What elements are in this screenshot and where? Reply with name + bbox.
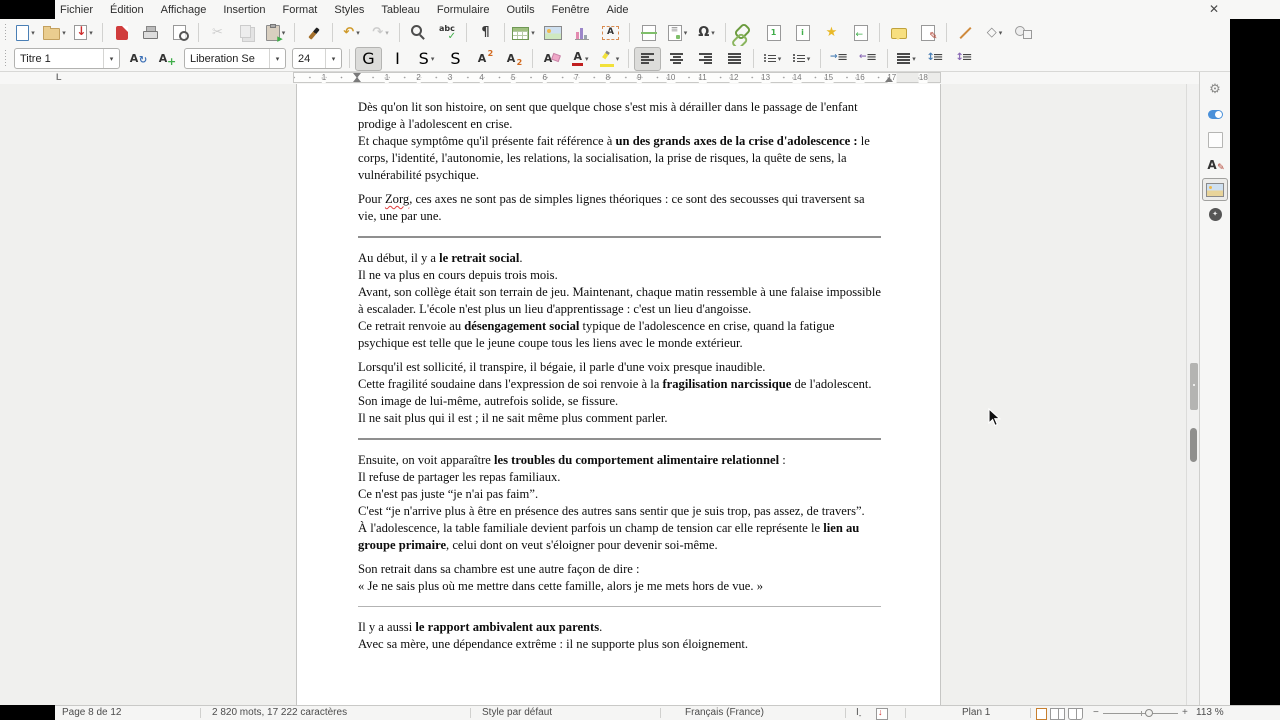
- font-size-combobox[interactable]: [292, 48, 342, 69]
- paragraph-style-value: Titre 1: [20, 52, 51, 65]
- indent-marker-left[interactable]: [353, 73, 361, 82]
- insert-special-character-icon: Ω: [698, 25, 710, 40]
- zoom-out-icon[interactable]: −: [1093, 707, 1099, 718]
- basic-shapes-button[interactable]: [981, 21, 1008, 45]
- menu-item-fenetre[interactable]: Fenêtre: [551, 3, 590, 16]
- chevron-down-icon[interactable]: ▾: [683, 29, 688, 37]
- toolbar-separator: [294, 23, 295, 42]
- font-name-value: Liberation Se: [190, 52, 255, 65]
- page-style-status[interactable]: Style par défaut: [482, 707, 553, 718]
- increase-indent-icon: [831, 53, 848, 65]
- insert-bookmark-button[interactable]: [818, 21, 845, 45]
- text-run: de l'adolescent.: [791, 377, 872, 391]
- document-area: [0, 84, 1199, 705]
- chevron-down-icon[interactable]: ▾: [89, 29, 93, 37]
- misspelled-word: Zorg: [384, 192, 410, 206]
- toolbar-separator: [532, 49, 533, 68]
- properties-deck-icon: [1208, 110, 1223, 119]
- chevron-down-icon[interactable]: ▾: [711, 29, 715, 37]
- insert-cross-reference-button[interactable]: [847, 21, 874, 45]
- open-file-button[interactable]: [41, 21, 68, 45]
- chevron-down-icon[interactable]: ▾: [806, 55, 811, 63]
- new-document-button[interactable]: [12, 21, 39, 45]
- menu-item-aide[interactable]: Aide: [606, 3, 629, 16]
- toolbar-separator: [628, 49, 629, 68]
- undo-icon: ↶: [343, 25, 355, 40]
- insert-line-button[interactable]: [952, 21, 979, 45]
- open-file-icon: [43, 28, 60, 40]
- insert-table-icon: [512, 27, 529, 40]
- export-pdf-button[interactable]: [108, 21, 135, 45]
- horizontal-rule: [358, 236, 881, 238]
- toolbar-separator: [946, 23, 947, 42]
- track-changes-button[interactable]: [914, 21, 941, 45]
- text-run: Son retrait dans sa chambre est une autre façon de dire :: [358, 562, 640, 576]
- formatting-toolbar: [0, 46, 1230, 72]
- menu-item-formulaire[interactable]: Formulaire: [436, 3, 490, 16]
- insert-endnote-button[interactable]: [789, 21, 816, 45]
- gallery-deck-tab[interactable]: [1202, 178, 1228, 201]
- text-run: .: [599, 620, 603, 634]
- align-left-icon: [641, 53, 654, 64]
- insert-table-button[interactable]: [510, 21, 537, 45]
- chevron-down-icon[interactable]: ▾: [62, 29, 66, 37]
- menu-item-edition[interactable]: Édition: [110, 3, 144, 16]
- paragraph[interactable]: [358, 359, 881, 427]
- insert-footnote-icon: 1: [767, 25, 781, 41]
- ruler-number: 17: [887, 73, 897, 82]
- toolbar-separator: [753, 49, 754, 68]
- ruler-number: 1: [321, 73, 327, 82]
- insert-comment-button[interactable]: [885, 21, 912, 45]
- redo-button: [367, 21, 394, 45]
- ruler-number: 7: [574, 73, 579, 82]
- text-run: À l'adolescence, la table familiale devient parfois un champ de tension car elle représente le: [358, 521, 824, 535]
- page-deck-icon: [1208, 132, 1223, 148]
- book-view-icon[interactable]: [1068, 708, 1083, 720]
- text-run: lien au groupe primaire: [358, 521, 860, 552]
- toolbar-separator: [332, 23, 333, 42]
- align-center-icon: [670, 53, 683, 64]
- screen-black-corner: [0, 0, 55, 19]
- insert-line-icon: [958, 26, 973, 40]
- toolbar-grip[interactable]: [3, 50, 8, 68]
- line-spacing-button[interactable]: [893, 47, 920, 71]
- unsaved-changes-icon[interactable]: [876, 708, 888, 720]
- ruler-number: 12: [729, 73, 739, 82]
- status-separator: [905, 708, 906, 718]
- text-run: un des grands axes de la crise d'adolescence :: [615, 134, 858, 148]
- basic-shapes-icon: ◇: [986, 25, 997, 40]
- ruler-number: 6: [542, 73, 547, 82]
- selection-mode-icon[interactable]: I ‐: [856, 707, 861, 720]
- new-style-icon: A +: [159, 53, 175, 64]
- export-pdf-icon: [116, 26, 128, 40]
- new-style-button[interactable]: [153, 47, 180, 71]
- menu-item-fichier[interactable]: Fichier: [60, 3, 94, 16]
- text-run: , celui dont on veut s'éloigner pour devenir soi-même.: [446, 538, 718, 552]
- text-run: :: [779, 453, 786, 467]
- redo-icon: ↷: [372, 25, 384, 40]
- text-run: Avec sa mère, une dépendance extrême : il ne supporte plus son éloignement.: [358, 637, 749, 651]
- new-document-icon: [16, 25, 29, 41]
- increase-paragraph-spacing-button[interactable]: [922, 47, 949, 71]
- ruler-number: 3: [447, 73, 453, 82]
- subscript-button[interactable]: [500, 47, 527, 71]
- zoom-slider-handle[interactable]: [1145, 709, 1153, 717]
- chevron-down-icon[interactable]: ▾: [356, 29, 360, 37]
- menu-item-outils[interactable]: Outils: [506, 3, 535, 16]
- ruler-number: 15: [824, 73, 834, 82]
- scroll-indicator[interactable]: [1190, 428, 1197, 462]
- draw-functions-button[interactable]: [1010, 21, 1037, 45]
- text-run: fragilisation narcissique: [662, 377, 792, 391]
- mouse-pointer-icon: [988, 408, 1001, 427]
- paste-button[interactable]: [262, 21, 289, 45]
- clear-formatting-icon: A: [544, 53, 560, 64]
- status-separator: [660, 708, 661, 718]
- sidebar-settings-icon: ⚙: [1209, 82, 1221, 97]
- underline-icon: S: [418, 48, 429, 68]
- ruler-number: 4: [479, 73, 484, 82]
- styles-deck-tab[interactable]: [1202, 153, 1228, 176]
- page-deck-tab[interactable]: [1202, 128, 1228, 151]
- zoom-slider[interactable]: [1103, 713, 1178, 714]
- toolbar-separator: [887, 49, 888, 68]
- insert-image-button[interactable]: [539, 21, 566, 45]
- toolbar-separator: [504, 23, 505, 42]
- print-button[interactable]: [137, 21, 164, 45]
- chevron-down-icon[interactable]: ▾: [281, 29, 286, 37]
- strikethrough-icon: S: [450, 48, 461, 68]
- chevron-down-icon[interactable]: ▾: [615, 55, 620, 63]
- insert-chart-button[interactable]: [568, 21, 595, 45]
- align-right-icon: [699, 53, 712, 64]
- insert-hyperlink-icon: [733, 22, 751, 40]
- properties-deck-tab[interactable]: [1202, 103, 1228, 126]
- multi-page-view-icon[interactable]: [1050, 708, 1065, 720]
- align-justify-button[interactable]: [721, 47, 748, 71]
- text-run: Il y a aussi: [358, 620, 416, 634]
- clone-formatting-icon: [308, 27, 319, 40]
- text-run: Son image de lui-même, autrefois solide, se fissure.: [358, 394, 619, 408]
- toolbar-separator: [466, 23, 467, 42]
- undo-button[interactable]: [338, 21, 365, 45]
- text-run: Cette fragilité soudaine dans l'expression de soi renvoie à la: [358, 377, 663, 391]
- text-run: Pour: [358, 192, 385, 206]
- text-run: typique de l'adolescence en crise, quand la fatigue psychique est telle que le jeune coupe tous les liens avec le monde extérieur.: [358, 319, 835, 350]
- gallery-deck-icon: [1206, 183, 1224, 197]
- spelling-button[interactable]: [434, 21, 461, 45]
- tab-stop-selector[interactable]: L: [56, 72, 62, 82]
- chevron-down-icon[interactable]: ▾: [531, 29, 535, 37]
- ruler-number: 16: [855, 73, 865, 82]
- chevron-down-icon[interactable]: ▾: [430, 55, 435, 63]
- insert-field-icon: [668, 25, 682, 41]
- insert-page-break-icon: [642, 25, 656, 41]
- toolbar-separator: [198, 23, 199, 42]
- insert-special-character-button[interactable]: [693, 21, 720, 45]
- ruler-number: 1: [384, 73, 390, 82]
- status-separator: [1030, 708, 1031, 718]
- word-count-status[interactable]: 2 820 mots, 17 222 caractères: [212, 707, 348, 718]
- paragraph[interactable]: [358, 619, 881, 653]
- paste-icon: [266, 25, 280, 41]
- chevron-down-icon[interactable]: ▾: [777, 55, 782, 63]
- spelling-icon: [439, 25, 456, 40]
- ruler-number: 14: [792, 73, 802, 82]
- insert-comment-icon: [891, 28, 907, 39]
- superscript-button[interactable]: [471, 47, 498, 71]
- screen-black-corner: [0, 705, 55, 720]
- styles-deck-icon: A ✎: [1207, 159, 1222, 171]
- ruler-scale: [293, 72, 941, 83]
- zoom-level-status[interactable]: 113 %: [1196, 707, 1224, 718]
- text-run: Lorsqu'il est sollicité, il transpire, il bégaie, il parle d'une voix presque inaudible.: [358, 360, 766, 374]
- menu-bar: [0, 0, 1280, 19]
- chevron-down-icon[interactable]: ▾: [912, 55, 916, 63]
- bold-button[interactable]: [355, 47, 382, 71]
- toolbar-separator: [399, 23, 400, 42]
- align-right-button[interactable]: [692, 47, 719, 71]
- numbered-list-icon: [793, 55, 805, 63]
- text-run: Il refuse de partager les repas familiaux.: [358, 470, 561, 484]
- strikethrough-button[interactable]: [442, 47, 469, 71]
- paragraph[interactable]: [358, 99, 881, 184]
- find-replace-button[interactable]: [405, 21, 432, 45]
- font-name-combobox[interactable]: [184, 48, 286, 69]
- status-bar: [0, 705, 1280, 720]
- text-run: le retrait social: [439, 251, 520, 265]
- standard-toolbar: [0, 19, 1230, 46]
- chevron-down-icon[interactable]: ▾: [325, 49, 341, 68]
- formatting-marks-icon: ¶: [481, 25, 490, 40]
- text-run: les troubles du comportement alimentaire relationnel: [494, 453, 780, 467]
- insert-footnote-button[interactable]: [760, 21, 787, 45]
- insert-endnote-icon: i: [796, 25, 810, 41]
- horizontal-rule: [358, 438, 881, 440]
- sidebar-settings-tab[interactable]: [1202, 78, 1228, 101]
- paragraph[interactable]: [358, 191, 881, 225]
- zoom-in-icon[interactable]: +: [1182, 707, 1188, 718]
- navigator-deck-icon: ✦: [1209, 208, 1222, 221]
- bold-icon: G: [362, 48, 375, 68]
- close-window-icon[interactable]: ✕: [1208, 2, 1220, 16]
- clone-formatting-button[interactable]: [300, 21, 327, 45]
- increase-paragraph-spacing-icon: [928, 53, 944, 65]
- text-run: C'est “je n'arrive plus à être en présence des autres sans sentir que je suis trop, pas assez, de travers”.: [358, 504, 865, 518]
- underline-button[interactable]: [413, 47, 440, 71]
- print-icon: [143, 26, 158, 40]
- copy-button: [233, 21, 260, 45]
- insert-bookmark-icon: ★: [825, 25, 838, 40]
- draw-functions-icon: [1015, 26, 1032, 39]
- text-run: , ces axes ne sont pas de simples lignes théoriques : ce sont des secousses qui traversent sa vie, une par une.: [358, 192, 865, 223]
- ruler-number: 2: [416, 73, 421, 82]
- insert-image-icon: [544, 26, 562, 40]
- menu-item-tableau[interactable]: Tableau: [381, 3, 420, 16]
- ruler-number: 13: [761, 73, 771, 82]
- paragraph[interactable]: [358, 561, 881, 595]
- text-run: Il ne sait plus qui il est ; il ne sait même plus comment parler.: [358, 411, 668, 425]
- menu-item-format[interactable]: Format: [282, 3, 318, 16]
- outline-level-status[interactable]: Plan 1: [962, 707, 991, 718]
- highlighting-icon: [600, 51, 614, 67]
- align-justify-icon: [728, 53, 741, 64]
- decrease-indent-icon: [860, 53, 877, 65]
- chevron-down-icon[interactable]: ▾: [385, 29, 389, 37]
- ruler-right-margin: [889, 73, 940, 82]
- font-color-button[interactable]: [567, 47, 594, 71]
- toolbar-separator: [879, 23, 880, 42]
- highlighting-button[interactable]: [596, 47, 623, 71]
- insert-field-button[interactable]: [664, 21, 691, 45]
- bullet-list-icon: [764, 55, 776, 63]
- text-run: le rapport ambivalent aux parents: [415, 620, 600, 634]
- align-center-button[interactable]: [663, 47, 690, 71]
- cut-button: [204, 21, 231, 45]
- save-button[interactable]: [70, 21, 97, 45]
- chevron-down-icon[interactable]: ▾: [103, 49, 119, 68]
- track-changes-icon: [921, 25, 935, 41]
- text-run: le corps, l'identité, l'autonomie, les relations, la socialisation, la prise de risques, la quête de sens, la vulnérabilité psychique.: [358, 134, 870, 182]
- cut-icon: ✂: [212, 25, 223, 40]
- toolbar-grip[interactable]: [3, 24, 8, 42]
- font-size-value: 24: [298, 52, 311, 65]
- chevron-down-icon[interactable]: ▾: [998, 29, 1003, 37]
- insert-cross-reference-icon: [854, 25, 868, 41]
- insert-page-break-button[interactable]: [635, 21, 662, 45]
- superscript-icon: A 2: [478, 53, 492, 64]
- text-run: Dès qu'on lit son histoire, on sent que quelque chose s'est mis à dérailler dans le passage de l'enfant prodige à l'adolescent en crise.: [358, 100, 858, 131]
- toolbar-separator: [725, 23, 726, 42]
- scrollbar-thumb[interactable]: [1190, 363, 1198, 410]
- text-run: Ce n'est pas juste “je n'ai pas faim”.: [358, 487, 539, 501]
- text-run: .: [519, 251, 523, 265]
- bullet-list-button[interactable]: [759, 47, 786, 71]
- menu-item-insertion[interactable]: Insertion: [223, 3, 266, 16]
- menu-item-styles[interactable]: Styles: [334, 3, 365, 16]
- insert-chart-icon: [575, 26, 589, 40]
- find-replace-icon: [411, 25, 422, 36]
- decrease-paragraph-spacing-button[interactable]: [951, 47, 978, 71]
- screen-black-edge: [1230, 19, 1280, 705]
- ruler-number: 9: [637, 73, 642, 82]
- page-number-status[interactable]: Page 8 de 12: [62, 707, 122, 718]
- text-run: Et chaque symptôme qu'il présente fait référence à: [358, 134, 616, 148]
- update-style-icon: A ↻: [130, 53, 146, 64]
- language-status[interactable]: Français (France): [685, 707, 764, 718]
- align-left-button[interactable]: [634, 47, 661, 71]
- text-run: « Je ne sais plus où me mettre dans cette famille, alors je me mets hors de vue. »: [358, 579, 763, 593]
- update-style-button[interactable]: [124, 47, 151, 71]
- insert-text-box-icon: [602, 26, 619, 40]
- save-icon: [74, 25, 87, 40]
- decrease-indent-button[interactable]: [855, 47, 882, 71]
- text-run: Avant, son collège était son terrain de jeu. Maintenant, chaque matin ressemble à une falaise impossible à escalader. L'école n'est plus un lieu d'apprentissage : c'est un lieu d'angoisse.: [358, 285, 881, 316]
- ruler-number: 8: [605, 73, 611, 82]
- indent-marker-right[interactable]: [885, 73, 893, 82]
- text-run: Il ne va plus en cours depuis trois mois.: [358, 268, 558, 282]
- increase-indent-button[interactable]: [826, 47, 853, 71]
- menu-item-affichage[interactable]: Affichage: [160, 3, 207, 16]
- copy-icon: [240, 25, 251, 38]
- ruler-number: 11: [698, 73, 707, 82]
- ruler-number: 5: [510, 73, 516, 82]
- chevron-down-icon[interactable]: ▾: [585, 55, 589, 63]
- status-separator: [470, 708, 471, 718]
- text-run: Au début, il y a: [358, 251, 440, 265]
- paragraph[interactable]: [358, 452, 881, 554]
- document-page[interactable]: [296, 84, 941, 705]
- insert-hyperlink-button[interactable]: [731, 21, 758, 45]
- status-separator: [845, 708, 846, 718]
- document-text[interactable]: [358, 99, 881, 660]
- sidebar-tab-bar: [1199, 72, 1230, 705]
- toolbar-separator: [820, 49, 821, 68]
- clear-formatting-button[interactable]: [538, 47, 565, 71]
- navigator-deck-tab[interactable]: [1202, 203, 1228, 226]
- chevron-down-icon[interactable]: ▾: [31, 29, 35, 37]
- italic-button[interactable]: [384, 47, 411, 71]
- numbered-list-button[interactable]: [788, 47, 815, 71]
- ruler-number: 10: [666, 73, 676, 82]
- ruler-number: 18: [918, 73, 928, 82]
- paragraph-style-combobox[interactable]: [14, 48, 120, 69]
- print-preview-icon: [173, 25, 186, 40]
- text-run: Ce retrait renvoie au: [358, 319, 465, 333]
- italic-icon: I: [395, 48, 400, 68]
- toolbar-separator: [629, 23, 630, 42]
- formatting-marks-button[interactable]: [472, 21, 499, 45]
- decrease-paragraph-spacing-icon: [957, 53, 973, 65]
- toolbar-separator: [349, 49, 350, 68]
- paragraph[interactable]: [358, 250, 881, 352]
- font-color-icon: A: [572, 51, 583, 66]
- text-run: désengagement social: [464, 319, 580, 333]
- chevron-down-icon[interactable]: ▾: [269, 49, 285, 68]
- status-separator: [200, 708, 201, 718]
- text-run: Ensuite, on voit apparaître: [358, 453, 495, 467]
- subscript-icon: A 2: [507, 53, 521, 64]
- insert-text-box-button[interactable]: [597, 21, 624, 45]
- vertical-scrollbar[interactable]: [1186, 84, 1199, 705]
- single-page-view-icon[interactable]: [1036, 708, 1047, 720]
- line-spacing-icon: [897, 53, 910, 64]
- horizontal-ruler: [0, 72, 1199, 84]
- horizontal-rule: [358, 606, 881, 607]
- toolbar-separator: [102, 23, 103, 42]
- print-preview-button[interactable]: [166, 21, 193, 45]
